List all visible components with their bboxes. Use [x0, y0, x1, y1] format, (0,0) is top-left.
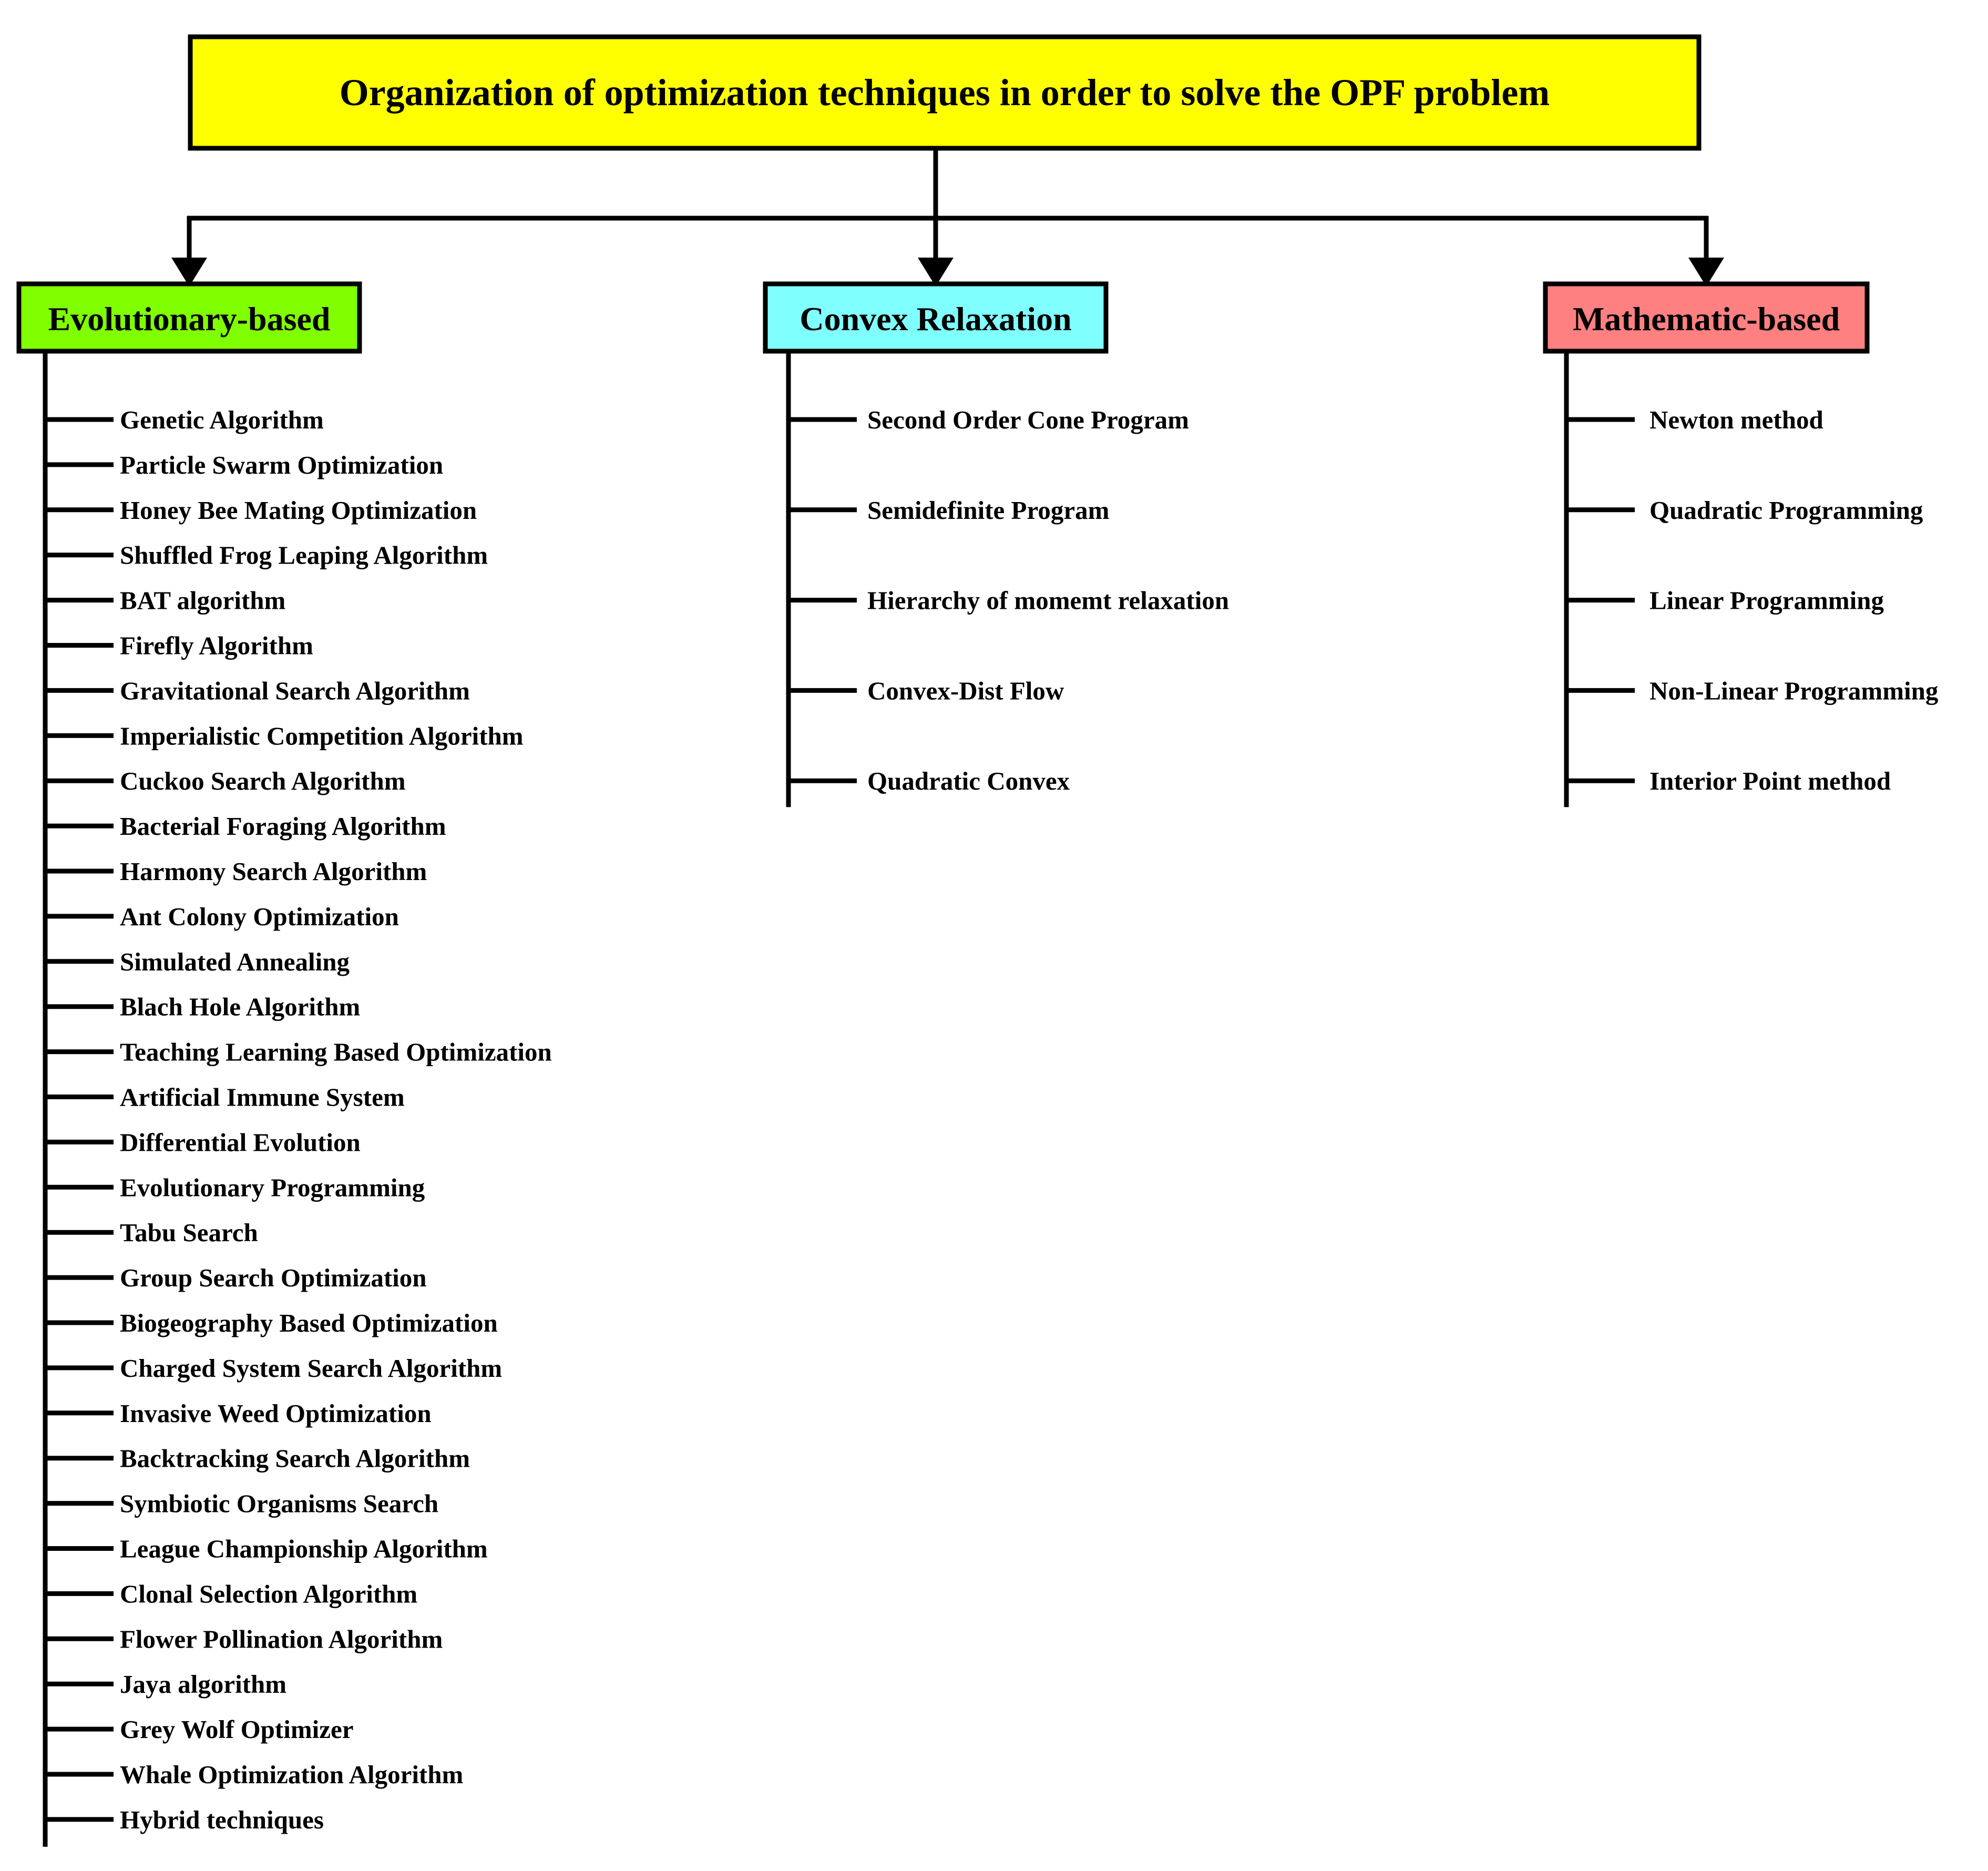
category-mathematic [1545, 284, 1867, 351]
evolutionary-item-label: Backtracking Search Algorithm [120, 1444, 470, 1473]
mathematic-item-label: Linear Programming [1649, 586, 1884, 615]
evolutionary-item-label: Biogeography Based Optimization [120, 1308, 498, 1337]
evolutionary-item-label: Genetic Algorithm [120, 405, 324, 434]
evolutionary-item-label: Firefly Algorithm [120, 631, 313, 660]
evolutionary-item-label: Symbiotic Organisms Search [120, 1489, 439, 1518]
mathematic-item-label: Interior Point method [1649, 766, 1891, 796]
diagram-title: Organization of optimization techniques in order to solve the OPF problem [339, 71, 1550, 114]
convex-item-label: Semidefinite Program [867, 495, 1110, 525]
convex-item-label: Second Order Cone Program [867, 405, 1189, 434]
mathematic-item-label: Non-Linear Programming [1649, 676, 1939, 706]
evolutionary-item-tree [45, 351, 552, 1847]
category-label-convex: Convex Relaxation [800, 300, 1072, 338]
evolutionary-item-label: Gravitational Search Algorithm [120, 676, 470, 706]
evolutionary-item-label: Blach Hole Algorithm [120, 992, 361, 1021]
evolutionary-item-label: Honey Bee Mating Optimization [120, 495, 477, 525]
evolutionary-item-label: Ant Colony Optimization [120, 902, 399, 931]
evolutionary-item-label: Harmony Search Algorithm [120, 857, 427, 886]
evolutionary-item-label: Teaching Learning Based Optimization [120, 1037, 552, 1067]
evolutionary-item-label: Shuffled Frog Leaping Algorithm [120, 540, 488, 570]
evolutionary-item-label: Whale Optimization Algorithm [120, 1760, 464, 1789]
title-connectors [171, 148, 1724, 287]
evolutionary-item-label: Clonal Selection Algorithm [120, 1579, 418, 1609]
mathematic-item-label: Newton method [1649, 405, 1823, 434]
convex-item-label: Quadratic Convex [867, 766, 1070, 796]
evolutionary-item-label: Simulated Annealing [120, 947, 350, 976]
evolutionary-item-label: Artificial Immune System [120, 1082, 405, 1112]
evolutionary-item-label: Flower Pollination Algorithm [120, 1624, 443, 1654]
evolutionary-item-label: Grey Wolf Optimizer [120, 1715, 354, 1744]
evolutionary-item-label: Jaya algorithm [120, 1670, 287, 1699]
convex-item-tree [788, 351, 1229, 807]
mathematic-item-label: Quadratic Programming [1649, 495, 1923, 525]
evolutionary-item-label: Particle Swarm Optimization [120, 450, 444, 479]
evolutionary-item-label: Hybrid techniques [120, 1805, 324, 1834]
evolutionary-item-label: League Championship Algorithm [120, 1534, 488, 1563]
category-label-mathematic: Mathematic-based [1572, 300, 1840, 338]
evolutionary-item-label: Charged System Search Algorithm [120, 1353, 503, 1383]
evolutionary-item-label: Imperialistic Competition Algorithm [120, 721, 524, 751]
evolutionary-item-label: Bacterial Foraging Algorithm [120, 812, 446, 841]
convex-item-label: Convex-Dist Flow [867, 676, 1064, 706]
evolutionary-item-label: Evolutionary Programming [120, 1173, 425, 1202]
evolutionary-item-label: Tabu Search [120, 1218, 258, 1248]
category-convex [765, 284, 1106, 351]
evolutionary-item-label: Group Search Optimization [120, 1263, 427, 1293]
evolutionary-item-label: Differential Evolution [120, 1128, 361, 1157]
evolutionary-item-label: Cuckoo Search Algorithm [120, 766, 406, 796]
mathematic-item-tree [1566, 351, 1939, 807]
evolutionary-item-label: BAT algorithm [120, 586, 286, 615]
category-evolutionary [19, 284, 360, 351]
convex-item-label: Hierarchy of momemt relaxation [867, 586, 1229, 615]
evolutionary-item-label: Invasive Weed Optimization [120, 1398, 432, 1428]
category-label-evolutionary: Evolutionary-based [48, 300, 331, 338]
